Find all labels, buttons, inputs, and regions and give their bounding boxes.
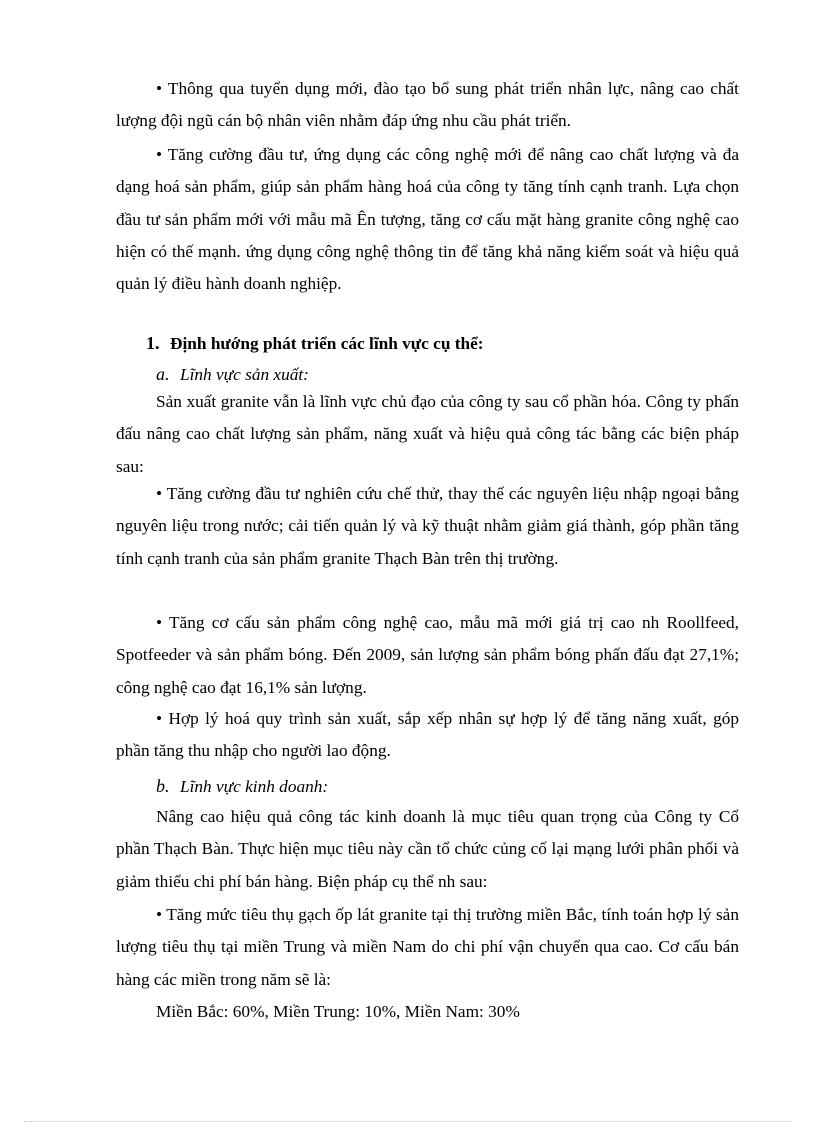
paragraph-regional-structure: Miền Bắc: 60%, Miền Trung: 10%, Miền Nam: 30%: [156, 1002, 520, 1021]
subsection-title-business: Lĩnh vực kinh doanh:: [180, 777, 329, 796]
paragraph-recruitment: • Thông qua tuyển dụng mới, đào tạo bổ sung phát triển nhân lực, nâng cao chất lượng đội ngũ cán bộ nhân viên nhằm đáp ứng nhu cầu phát triển.: [116, 79, 739, 131]
subsection-letter-a: a.: [156, 364, 170, 384]
section-heading: [146, 331, 484, 356]
section-title: Định hướng phát triển các lĩnh vực cụ thể:: [170, 334, 484, 353]
paragraph-business-intro: Nâng cao hiệu quả công tác kinh doanh là mục tiêu quan trọng của Công ty Cổ phần Thạch Bàn. Thực hiện mục tiêu này cần tổ chức củng cố lại mạng lưới phân phối và giảm thiểu chi phí bán hàng. Biện pháp cụ thể nh sau:: [116, 807, 739, 891]
paragraph-high-tech-products: • Tăng cơ cấu sản phẩm công nghệ cao, mẫu mã mới giá trị cao nh Roollfeed, Spotfeeder và sản phẩm bóng. Đến 2009, sản lượng sản phẩm bóng phấn đấu đạt 27,1%; công nghệ cao đạt 16,1% sản lượng.: [116, 613, 739, 697]
subsection-heading-production: [156, 362, 309, 387]
subsection-letter-b: b.: [156, 776, 170, 796]
subsection-title-production: Lĩnh vực sản xuất:: [180, 365, 309, 384]
paragraph-process-rationalization: • Hợp lý hoá quy trình sản xuất, sắp xếp nhân sự hợp lý để tăng năng xuất, góp phần tăng thu nhập cho người lao động.: [116, 709, 739, 761]
paragraph-consumption: • Tăng mức tiêu thụ gạch ốp lát granite tại thị trường miền Bắc, tính toán hợp lý sản lượng tiêu thụ tại miền Trung và miền Nam do chi phí vận chuyển qua cao. Cơ cấu bán hàng các miền trong năm sẽ là:: [116, 905, 739, 989]
paragraph-technology-investment: • Tăng cường đầu tư, ứng dụng các công nghệ mới để nâng cao chất lượng và đa dạng hoá sản phẩm, giúp sản phẩm hàng hoá của công ty tăng tính cạnh tranh. Lựa chọn đầu tư sản phẩm mới với mẫu mã Ên tượng, tăng cơ cấu mặt hàng granite công nghệ cao hiện có thế mạnh. ứng dụng công nghệ thông tin để tăng khả năng kiểm soát và hiệu quả quản lý điều hành doanh nghiệp.: [116, 145, 739, 294]
paragraph-research: • Tăng cường đầu tư nghiên cứu chế thử, thay thế các nguyên liệu nhập ngoại bằng nguyên liệu trong nước; cải tiến quản lý và kỹ thuật nhằm giảm giá thành, góp phần tăng tính cạnh tranh của sản phẩm granite Thạch Bàn trên thị trường.: [116, 484, 739, 568]
paragraph-production-intro: Sản xuất granite vẫn là lĩnh vực chủ đạo của công ty sau cổ phần hóa. Công ty phấn đấu nâng cao chất lượng sản phẩm, năng xuất và hiệu quả công tác bằng các biện pháp sau:: [116, 392, 739, 476]
section-number: 1.: [146, 333, 160, 353]
page-bottom-divider: [24, 1121, 792, 1122]
subsection-heading-business: [156, 774, 328, 799]
